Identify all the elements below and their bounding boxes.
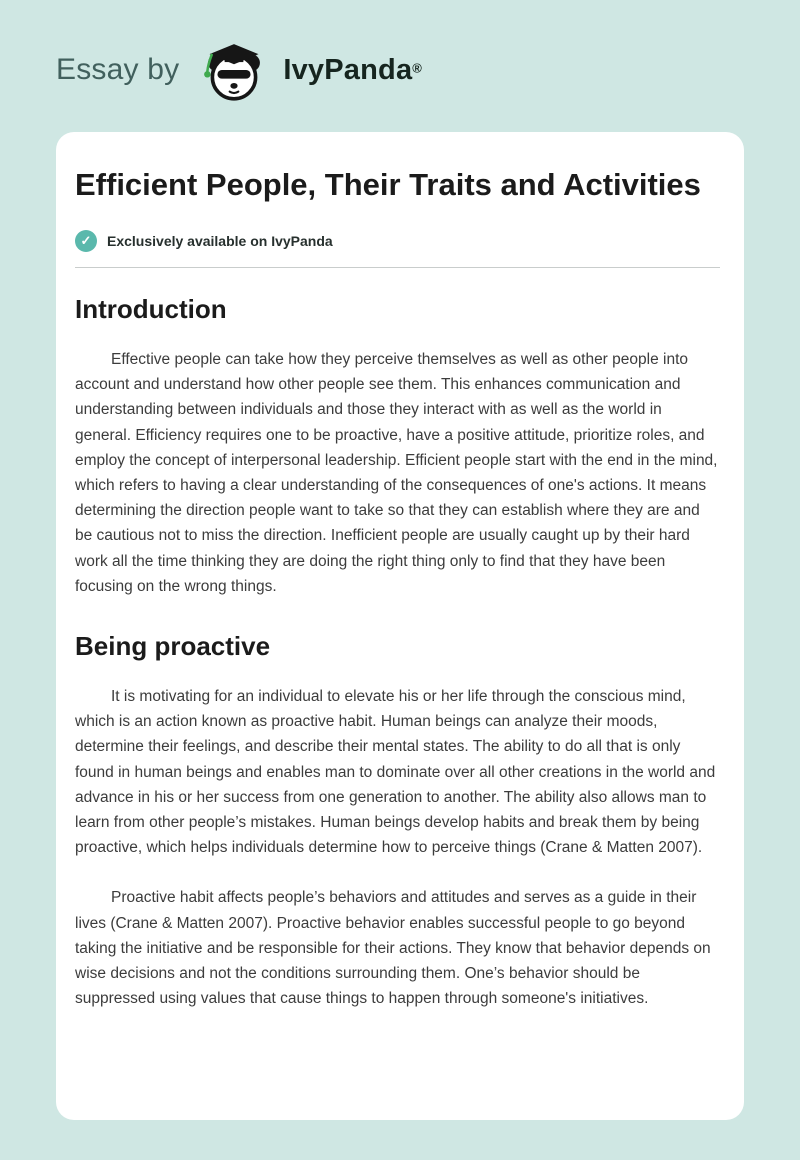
panda-graduation-cap-logo-icon bbox=[197, 34, 271, 106]
essay-card bbox=[56, 132, 744, 1120]
section-heading-introduction: Introduction bbox=[75, 294, 227, 324]
check-icon: ✓ bbox=[75, 230, 97, 252]
essay-by-label: Essay by bbox=[56, 53, 180, 86]
availability-badge bbox=[75, 230, 720, 252]
introduction-paragraph: Effective people can take how they perceive themselves as well as other people into account and understand how other people see them. This enhances communication and understanding between individuals and those they interact with as well as the world in general. Efficiency requires one to be proactive, have a positive attitude, prioritize roles, and employ the concept of interpersonal leadership. Efficient people start with the end in the mind, which refers to having a clear understanding of the consequences of one's actions. It means determining the direction people want to take so that they can establish where they are and be cautious not to miss the direction. Inefficient people are usually caught up by their hard work all the time thinking they are doing the right thing only to find that they have been focusing on the wrong things. bbox=[75, 351, 718, 595]
brand-wordmark bbox=[283, 54, 422, 87]
site-header bbox=[0, 0, 800, 132]
registered-trademark-symbol: ® bbox=[412, 60, 422, 76]
being-proactive-paragraph-2: Proactive habit affects people’s behaviors and attitudes and serves as a guide in their lives (Crane & Matten 2007). Proactive behavior enables successful people to go beyond taking the initiative and be responsible for their actions. They know that behavior depends on wise decisions and not the conditions surrounding them. One’s behavior should be suppressed using values that cause things to happen through someone's initiatives. bbox=[75, 889, 711, 1008]
divider bbox=[75, 267, 720, 268]
page-title: Efficient People, Their Traits and Activities bbox=[75, 167, 701, 202]
being-proactive-paragraph-1: It is motivating for an individual to elevate his or her life through the conscious mind, which is an action known as proactive habit. Human beings can analyze their moods, determine their feelings, and describe their mental states. The ability to do all that is only found in human beings and enables man to dominate over all other creations in the world and advance in his or her success from one generation to another. The ability also allows man to learn from other people’s mistakes. Human beings develop habits and break them by being proactive, which helps individuals determine how to perceive things (Crane & Matten 2007). bbox=[75, 688, 716, 857]
brand-name: IvyPanda bbox=[283, 53, 413, 86]
section-heading-being-proactive: Being proactive bbox=[75, 631, 271, 662]
availability-badge-label: Exclusively available on IvyPanda bbox=[107, 233, 333, 249]
